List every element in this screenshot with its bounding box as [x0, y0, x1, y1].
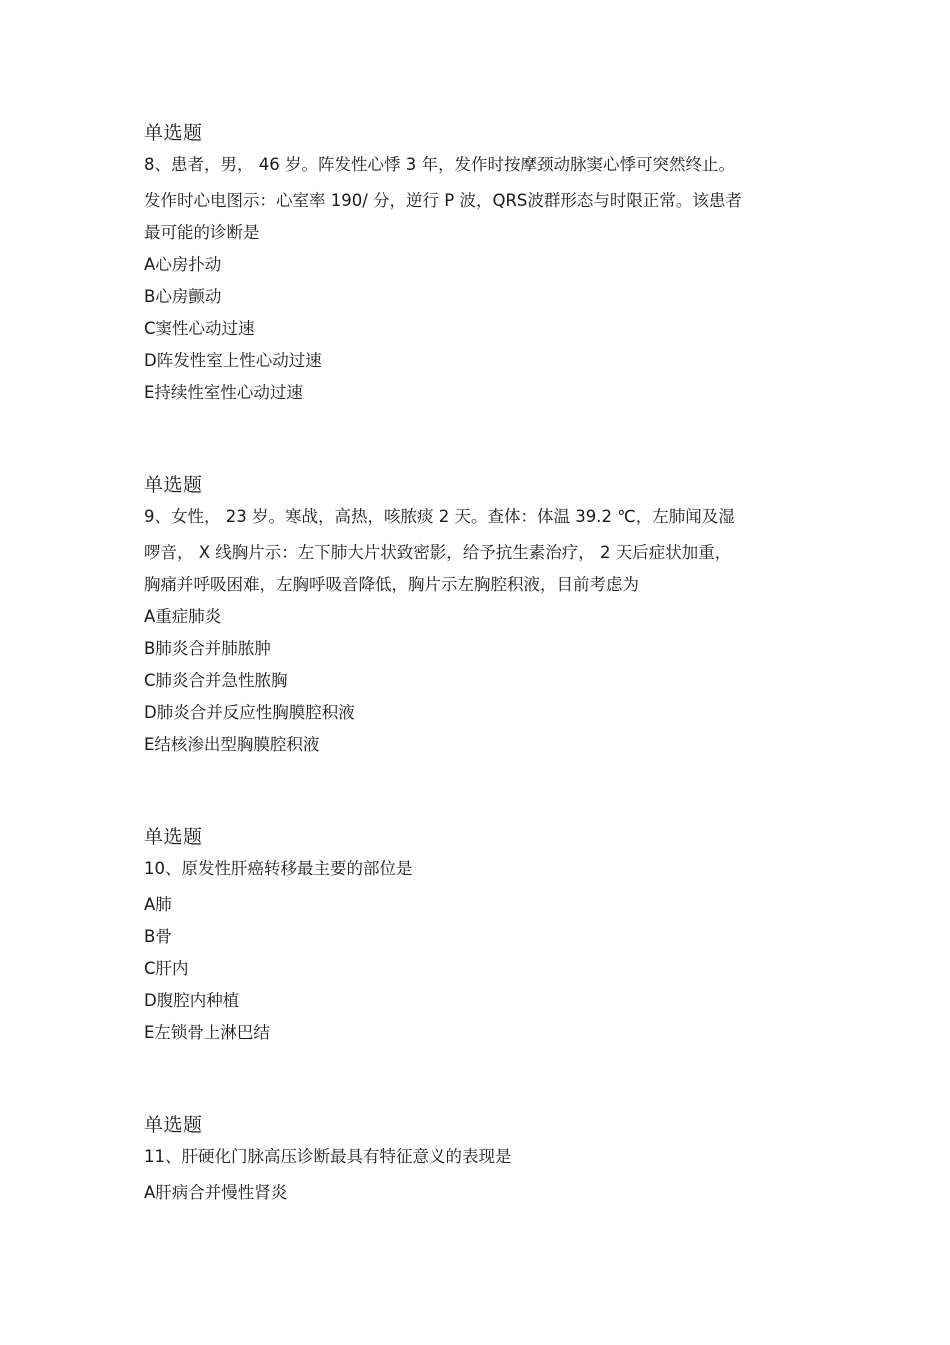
question-11 — [144, 1113, 814, 1209]
question-9 — [144, 473, 814, 761]
option-d: D肺炎合并反应性胸膜腔积液 — [144, 703, 355, 722]
question-stem-line: 8、患者，男， 46 岁。阵发性心悸 3 年，发作时按摩颈动脉窦心悸可突然终止。 — [144, 155, 735, 174]
option-a: A心房扑动 — [144, 255, 222, 274]
option-b: B骨 — [144, 927, 172, 946]
option-d: D腹腔内种植 — [144, 991, 240, 1010]
option-c: C肝内 — [144, 959, 189, 978]
option-a: A肝病合并慢性肾炎 — [144, 1183, 288, 1202]
question-stem-line: 11、肝硬化门脉高压诊断最具有特征意义的表现是 — [144, 1147, 512, 1166]
question-stem-line: 最可能的诊断是 — [144, 223, 260, 242]
option-b: B肺炎合并肺脓肿 — [144, 639, 271, 658]
option-e: E左锁骨上淋巴结 — [144, 1023, 270, 1042]
question-stem-line: 啰音， X 线胸片示：左下肺大片状致密影，给予抗生素治疗， 2 天后症状加重， — [144, 543, 732, 562]
question-type: 单选题 — [144, 122, 203, 144]
question-type: 单选题 — [144, 474, 203, 496]
question-type: 单选题 — [144, 826, 203, 848]
option-c: C窦性心动过速 — [144, 319, 255, 338]
question-stem-line: 9、女性， 23 岁。寒战，高热，咳脓痰 2 天。查体：体温 39.2 ℃，左肺闻及湿 — [144, 507, 735, 526]
option-a: A肺 — [144, 895, 172, 914]
question-stem-line: 发作时心电图示：心室率 190/ 分，逆行 P 波，QRS波群形态与时限正常。该患者 — [144, 191, 742, 210]
option-e: E持续性室性心动过速 — [144, 383, 303, 402]
option-a: A重症肺炎 — [144, 607, 222, 626]
option-d: D阵发性室上性心动过速 — [144, 351, 322, 370]
question-stem-line: 胸痛并呼吸困难，左胸呼吸音降低，胸片示左胸腔积液，目前考虑为 — [144, 575, 639, 594]
option-c: C肺炎合并急性脓胸 — [144, 671, 288, 690]
question-10 — [144, 825, 814, 1049]
question-type: 单选题 — [144, 1114, 203, 1136]
option-e: E结核渗出型胸膜腔积液 — [144, 735, 320, 754]
option-b: B心房颤动 — [144, 287, 222, 306]
question-stem-line: 10、原发性肝癌转移最主要的部位是 — [144, 859, 413, 878]
question-8 — [144, 121, 814, 409]
